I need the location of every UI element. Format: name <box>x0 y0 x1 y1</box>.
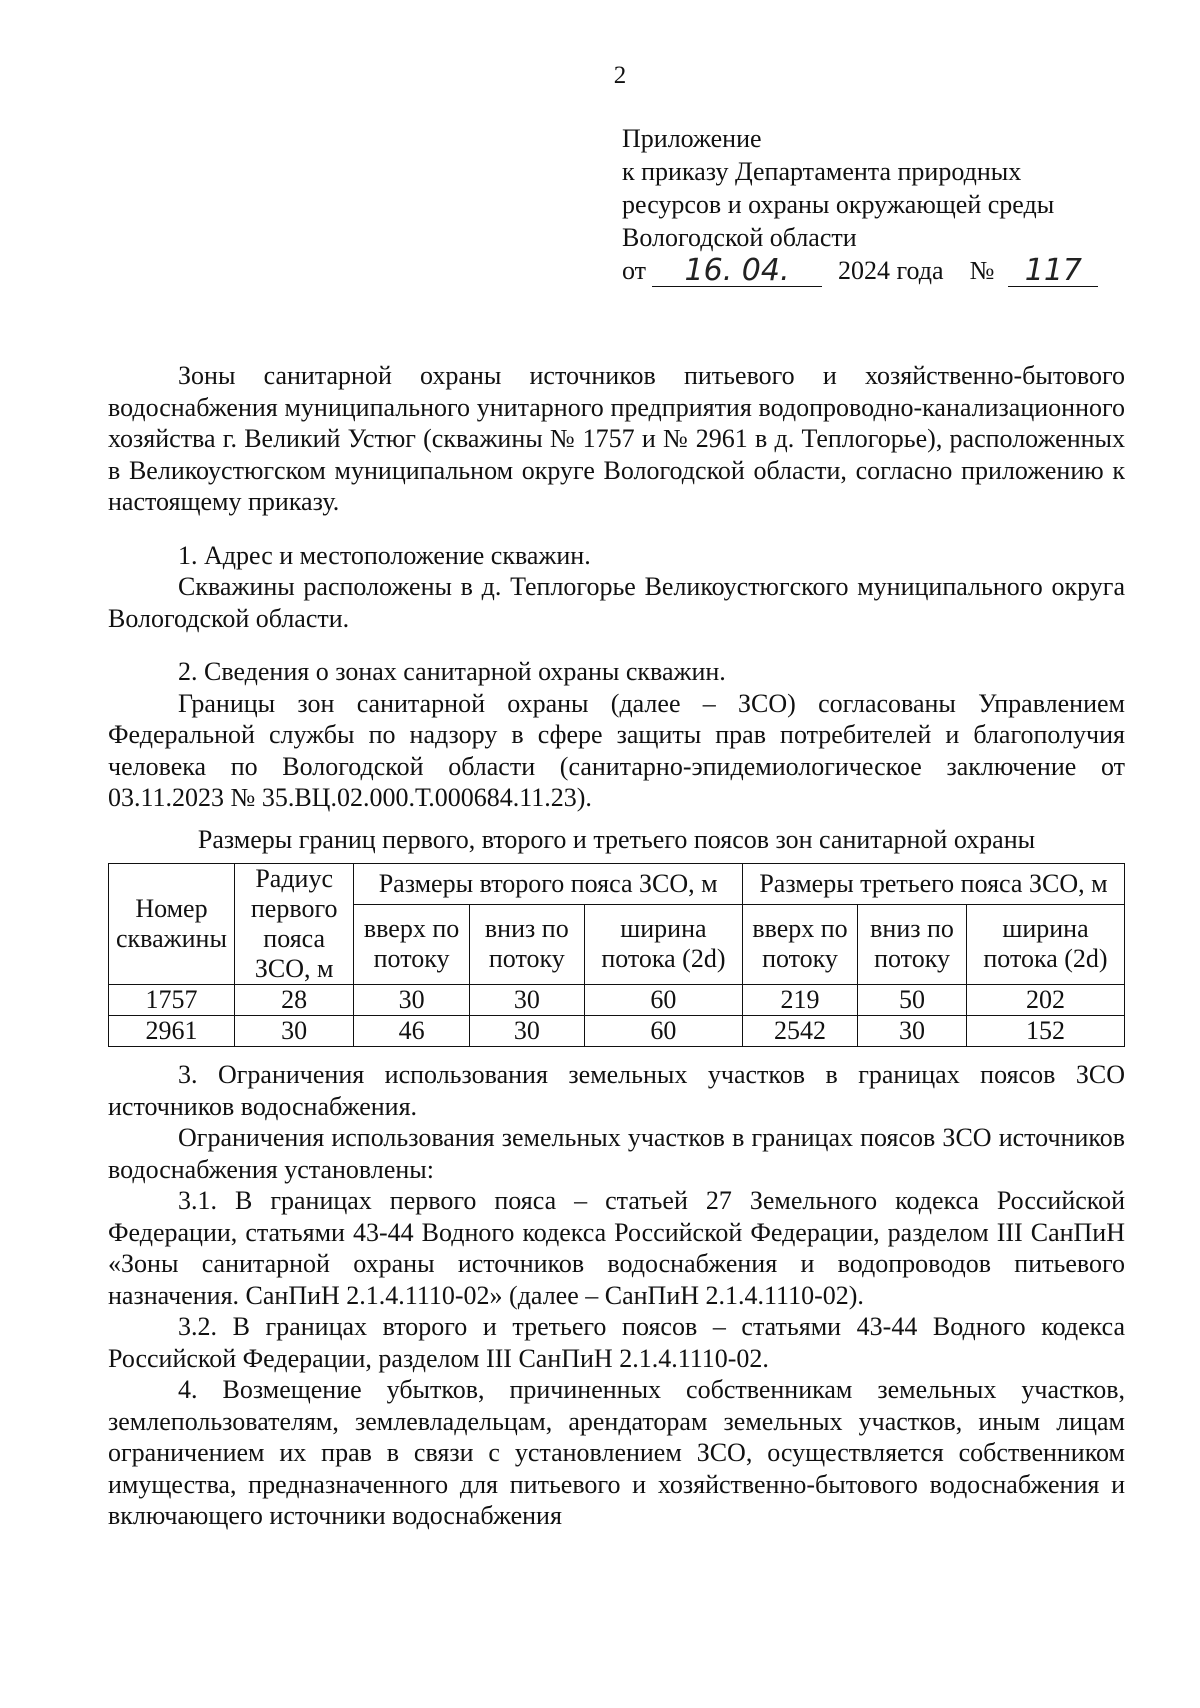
table-row <box>109 985 1125 1016</box>
section-2-text: Границы зон санитарной охраны (далее – ЗСО) согласованы Управлением Федеральной службы по надзору в сфере защиты прав потребителей и благополучия человека по Вологодской области (санитарно-эпидемиологическое заключение от 03.11.2023 № 35.ВЦ.02.000.Т.000684.11.23). <box>108 688 1125 812</box>
table-cell: 152 <box>966 1016 1124 1047</box>
table-cell: 60 <box>584 1016 742 1047</box>
section-3-1: 3.1. В границах первого пояса – статьей 27 Земельного кодекса Российской Федерации, статьями 43-44 Водного кодекса Российской Федерации, разделом III СанПиН «Зоны санитарной охраны источников водоснабжения и водопроводов питьевого назначения. СанПиН 2.1.4.1110-02» (далее – СанПиН 2.1.4.1110-02). <box>108 1186 1125 1310</box>
header-radius: Радиус первого пояса ЗСО, м <box>234 864 354 985</box>
number-sign: № <box>969 256 995 285</box>
header-zone3-down: вниз по потоку <box>858 904 967 984</box>
appendix-line: к приказу Департамента природных <box>622 157 1022 186</box>
table-cell: 60 <box>584 985 742 1016</box>
header-zone3-width: ширина потока (2d) <box>966 904 1124 984</box>
header-zone2-down: вниз по потоку <box>469 904 584 984</box>
section-1-text: Скважины расположены в д. Теплогорье Великоустюгского муниципального округа Вологодской области. <box>108 572 1125 633</box>
header-zone3: Размеры третьего пояса ЗСО, м <box>742 864 1124 905</box>
appendix-block <box>622 122 1142 287</box>
header-zone2-up: вверх по потоку <box>354 904 469 984</box>
handwritten-order-number: 117 <box>1008 256 1098 287</box>
date-prefix: от <box>622 256 647 285</box>
appendix-line: ресурсов и охраны окружающей среды <box>622 190 1055 219</box>
zso-table <box>108 863 1125 1047</box>
order-date-number-row <box>622 254 1142 287</box>
section-4-text: 4. Возмещение убытков, причиненных собственникам земельных участков, землепользователям, землевладельцам, арендаторам земельных участков, иным лицам ограничением их прав в связи с установлением ЗСО, осуществляется собственником имущества, предназначенного для питьевого и хозяйственно-бытового водоснабжения и включающего источники водоснабжения <box>108 1375 1125 1530</box>
handwritten-date: 16. 04. <box>652 256 822 287</box>
header-well-number: Номер скважины <box>109 864 235 985</box>
table-cell: 30 <box>234 1016 354 1047</box>
section-2-heading: 2. Сведения о зонах санитарной охраны скважин. <box>178 657 726 686</box>
table-cell: 30 <box>469 1016 584 1047</box>
table-cell: 30 <box>469 985 584 1016</box>
table-cell: 46 <box>354 1016 469 1047</box>
appendix-line: Приложение <box>622 124 762 153</box>
section-1-heading: 1. Адрес и местоположение скважин. <box>178 540 591 570</box>
document-body <box>108 360 1125 1532</box>
header-zone2-width: ширина потока (2d) <box>584 904 742 984</box>
table-cell: 2961 <box>109 1016 235 1047</box>
appendix-line: Вологодской области <box>622 223 857 252</box>
order-year: 2024 года <box>838 256 944 285</box>
header-zone3-up: вверх по потоку <box>742 904 857 984</box>
header-zone2: Размеры второго пояса ЗСО, м <box>354 864 742 905</box>
table-cell: 30 <box>858 1016 967 1047</box>
table-cell: 1757 <box>109 985 235 1016</box>
section-3-2: 3.2. В границах второго и третьего поясов – статьями 43-44 Водного кодекса Российской Федерации, разделом III СанПиН 2.1.4.1110-02. <box>108 1312 1125 1373</box>
table-cell: 2542 <box>742 1016 857 1047</box>
table-cell: 50 <box>858 985 967 1016</box>
section-3-text: Ограничения использования земельных участков в границах поясов ЗСО источников водоснабжения установлены: <box>108 1123 1125 1184</box>
page-number: 2 <box>613 62 627 89</box>
table-cell: 28 <box>234 985 354 1016</box>
table-cell: 219 <box>742 985 857 1016</box>
table-row <box>109 1016 1125 1047</box>
table-cell: 202 <box>966 985 1124 1016</box>
table-caption: Размеры границ первого, второго и третьего поясов зон санитарной охраны <box>197 824 1036 854</box>
table-cell: 30 <box>354 985 469 1016</box>
document-title: Зоны санитарной охраны источников питьевого и хозяйственно-бытового водоснабжения муниципального унитарного предприятия водопроводно-канализационного хозяйства г. Великий Устюг (скважины № 1757 и № 2961 в д. Теплогорье), расположенных в Великоустюгском муниципальном округе Вологодской области, согласно приложению к настоящему приказу. <box>108 361 1125 516</box>
section-3-heading: 3. Ограничения использования земельных участков в границах поясов ЗСО источников водоснабжения. <box>108 1060 1125 1121</box>
